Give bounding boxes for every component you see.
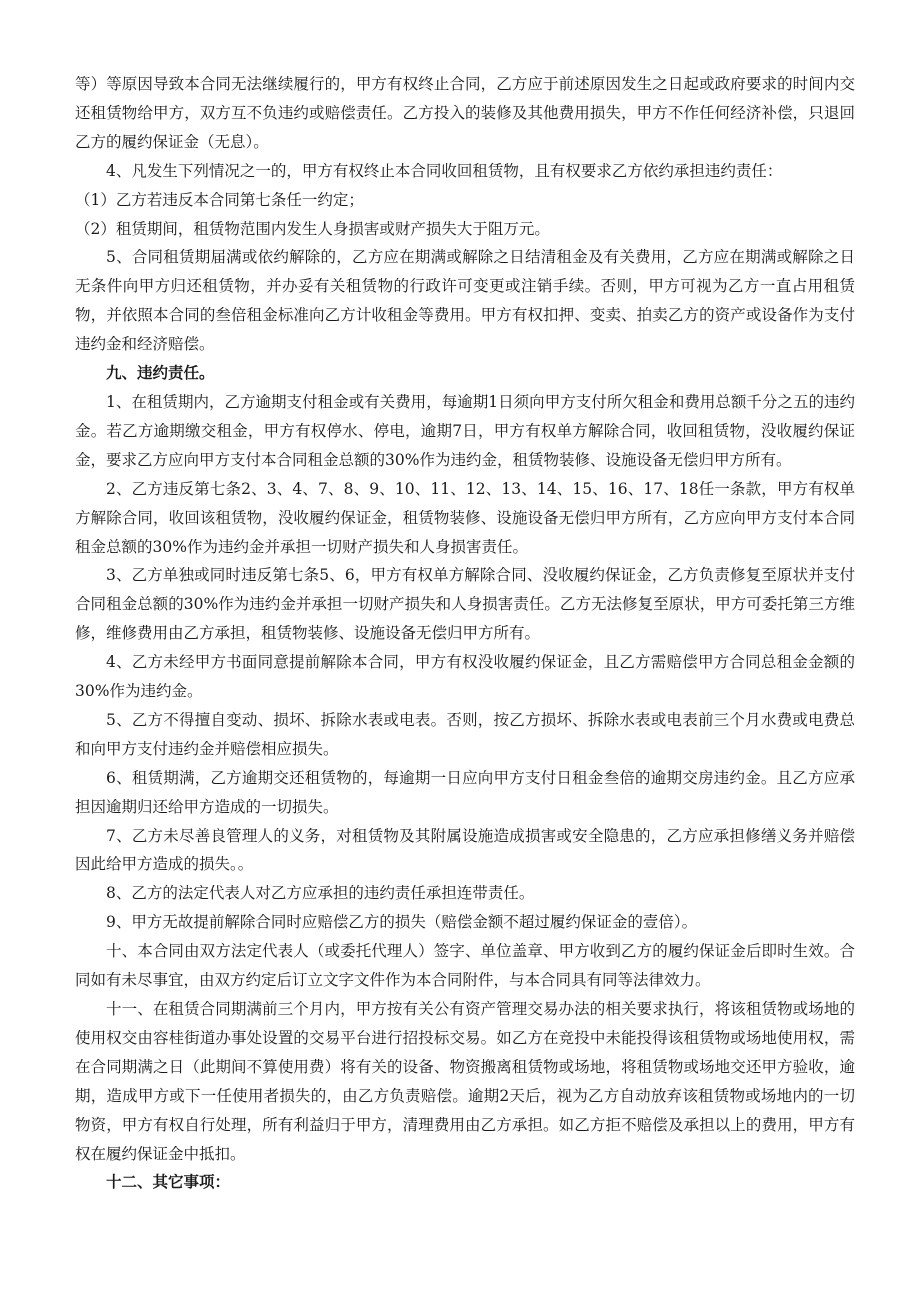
section-10: 十、本合同由双方法定代表人（或委托代理人）签字、单位盖章、甲方收到乙方的履约保证金后即时生效。合同如有未尽事宜，由双方约定后订立文字文件作为本合同附件，与本合同具有同等法律效力。 — [75, 942, 855, 990]
section-heading-9: 九、违约责任。 — [106, 363, 215, 383]
clause-9-8: 8、乙方的法定代表人对乙方应承担的违约责任承担连带责任。 — [106, 884, 535, 903]
paragraph-continued: 等）等原因导致本合同无法继续履行的，甲方有权终止合同，乙方应于前述原因发生之日起或政府要求的时间内交还租赁物给甲方，双方互不负违约或赔偿责任。乙方投入的装修及其他费用损失，甲方不作任何经济补偿，只退回乙方的履约保证金（无息）。 — [75, 75, 855, 151]
clause-9-7: 7、乙方未尽善良管理人的义务，对租赁物及其附属设施造成损害或安全隐患的，乙方应承担修缮义务并赔偿因此给甲方造成的损失。。 — [75, 826, 855, 874]
section-heading-12: 十二、其它事项： — [106, 1172, 231, 1192]
clause-8-5: 5、合同租赁期届满或依约解除的，乙方应在期满或解除之日结清租金及有关费用，乙方应在期满或解除之日无条件向甲方归还租赁物，并办妥有关租赁物的行政许可变更或注销手续。否则，甲方可视为乙方一直占用租赁物，并依照本合同的叁倍租金标准向乙方计收租金等费用。甲方有权扣押、变卖、拍卖乙方的资产或设备作为支付违约金和经济赔偿。 — [75, 248, 855, 354]
clause-9-2: 2、乙方违反第七条2、3、4、7、8、9、10、11、12、13、14、15、16、17、18任一条款，甲方有权单方解除合同，收回该租赁物，没收履约保证金，租赁物装修、设施设备无偿归甲方所有，乙方应向甲方支付本合同租金总额的30%作为违约金并承担一切财产损失和人身损害责任。 — [75, 479, 855, 556]
section-11: 十一、在租赁合同期满前三个月内，甲方按有关公有资产管理交易办法的相关要求执行，将该租赁物或场地的使用权交由容桂街道办事处设置的交易平台进行招投标交易。如乙方在竞投中未能投得该租赁物或场地使用权，需在合同期满之日（此期间不算使用费）将有关的设备、物资搬离租赁物或场地，将租赁物或场地交还甲方验收，逾期，造成甲方或下一任使用者损失的，由乙方负责赔偿。逾期2天后，视为乙方自动放弃该租赁物或场地内的一切物资，甲方有权自行处理，所有利益归于甲方，清理费用由乙方承担。如乙方拒不赔偿及承担以上的费用，甲方有权在履约保证金中抵扣。 — [75, 1000, 855, 1163]
document-body — [75, 70, 855, 1197]
clause-8-4-item-2: （2）租赁期间，租赁物范围内发生人身损害或财产损失大于阻万元。 — [75, 219, 550, 238]
clause-8-4: 4、凡发生下列情况之一的，甲方有权终止本合同收回租赁物，且有权要求乙方依约承担违约责任： — [106, 161, 783, 180]
clause-8-4-item-1: （1）乙方若违反本合同第七条任一约定； — [75, 190, 364, 209]
clause-9-6: 6、租赁期满，乙方逾期交还租赁物的，每逾期一日应向甲方支付日租金叁倍的逾期交房违约金。且乙方应承担因逾期归还给甲方造成的一切损失。 — [75, 768, 855, 816]
clause-9-5: 5、乙方不得擅自变动、损坏、拆除水表或电表。否则，按乙方损坏、拆除水表或电表前三个月水费或电费总和向甲方支付违约金并赔偿相应损失。 — [75, 710, 855, 758]
clause-9-1: 1、在租赁期内，乙方逾期支付租金或有关费用，每逾期1日须向甲方支付所欠租金和费用总额千分之五的违约金。若乙方逾期缴交租金，甲方有权停水、停电，逾期7日，甲方有权单方解除合同，收回租赁物，没收履约保证金，要求乙方应向甲方支付本合同租金总额的30%作为违约金，租赁物装修、设施设备无偿归甲方所有。 — [75, 392, 855, 469]
clause-9-3: 3、乙方单独或同时违反第七条5、6，甲方有权单方解除合同、没收履约保证金，乙方负责修复至原状并支付合同租金总额的30%作为违约金并承担一切财产损失和人身损害责任。乙方无法修复至原状，甲方可委托第三方维修，维修费用由乙方承担，租赁物装修、设施设备无偿归甲方所有。 — [75, 566, 855, 643]
clause-9-4: 4、乙方未经甲方书面同意提前解除本合同，甲方有权没收履约保证金，且乙方需赔偿甲方合同总租金金额的30%作为违约金。 — [75, 653, 855, 701]
clause-9-9: 9、甲方无故提前解除合同时应赔偿乙方的损失（赔偿金额不超过履约保证金的壹倍）。 — [106, 913, 698, 932]
